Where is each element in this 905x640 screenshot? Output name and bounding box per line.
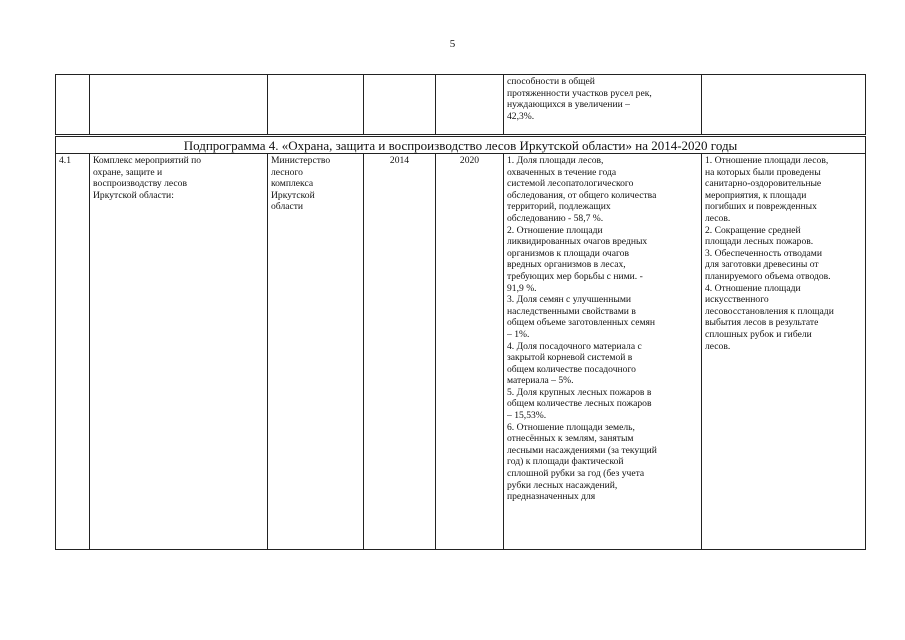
cont-end-cell	[436, 75, 504, 136]
indicator-line: 91,9 %.	[507, 282, 537, 294]
results-line: лесовосстановления к площади	[705, 305, 834, 317]
cont-results-cell	[702, 75, 866, 136]
indicator-line: организмов к площади очагов	[507, 247, 629, 259]
results-line: сплошных рубок и гибели	[705, 328, 812, 340]
cont-indicator-line: способности в общей	[507, 76, 595, 87]
cont-start-cell	[364, 75, 436, 136]
program-table	[55, 74, 866, 550]
indicator-line: наследственными свойствами в	[507, 305, 636, 317]
continuation-row	[56, 75, 866, 136]
indicator-line: предназначенных для	[507, 491, 596, 503]
executor-line: лесного	[271, 166, 303, 178]
cont-indicator-cell	[504, 75, 702, 136]
executor-line: Иркутской	[271, 189, 315, 201]
results-line: 2. Сокращение средней	[705, 224, 801, 236]
indicator-line: – 1%.	[507, 328, 530, 340]
executor-cell	[268, 154, 364, 550]
row-number: 4.1	[56, 154, 90, 550]
measure-line: Комплекс мероприятий по	[93, 155, 202, 166]
indicator-line: 1. Доля площади лесов,	[507, 155, 604, 166]
measure-cell	[90, 154, 268, 550]
indicator-line: 4. Доля посадочного материала с	[507, 340, 642, 352]
results-line: 4. Отношение площади	[705, 282, 801, 294]
measure-line: воспроизводству лесов	[93, 178, 187, 190]
indicator-line: сплошной рубки за год (без учета	[507, 468, 645, 480]
indicator-line: территорий, подлежащих	[507, 201, 611, 213]
indicator-line: лесными насаждениями (за текущий	[507, 444, 657, 456]
indicator-line: отнесённых к землям, занятым	[507, 433, 634, 445]
results-line: 3. Обеспеченность отводами	[705, 247, 822, 259]
indicator-line: 3. Доля семян с улучшенными	[507, 294, 632, 306]
results-line: санитарно-оздоровительные	[705, 178, 822, 190]
indicator-line: год) к площади фактической	[507, 456, 624, 468]
measure-line: Иркутской области:	[93, 189, 174, 201]
indicator-line: 2. Отношение площади	[507, 224, 603, 236]
executor-line: комплекса	[271, 178, 314, 190]
indicator-line: обследованию - 58,7 %.	[507, 212, 604, 224]
page-number: 5	[449, 38, 456, 50]
subprogram-title: Подпрограмма 4. «Охрана, защита и воспроизводство лесов Иркутской области» на 2014-2020 годы	[56, 136, 866, 154]
results-line: 1. Отношение площади лесов,	[705, 155, 829, 166]
results-line: выбытия лесов в результате	[705, 317, 819, 329]
cont-indicator-line: протяженности участков русел рек,	[507, 87, 652, 99]
cont-indicator-line: 42,3%.	[507, 110, 535, 122]
subprogram-row	[56, 136, 866, 154]
end-year: 2020	[436, 154, 504, 550]
indicator-line: охваченных в течение года	[507, 166, 617, 178]
start-year: 2014	[364, 154, 436, 550]
executor-line: Министерство	[271, 155, 331, 166]
results-line: мероприятия, к площади	[705, 189, 807, 201]
measure-row	[56, 154, 866, 550]
results-line: планируемого объема отводов.	[705, 270, 831, 282]
indicator-line: – 15,53%.	[507, 410, 547, 422]
indicator-line: ликвидированных очагов вредных	[507, 236, 648, 248]
results-line: лесов.	[705, 340, 731, 352]
cont-executor-cell	[268, 75, 364, 136]
indicator-line: общем количестве посадочного	[507, 363, 636, 375]
indicator-line: вредных организмов в лесах,	[507, 259, 626, 271]
indicator-line: общем объеме заготовленных семян	[507, 317, 656, 329]
measure-line: охране, защите и	[93, 166, 163, 178]
cont-measure-cell	[90, 75, 268, 136]
indicator-line: системой лесопатологического	[507, 178, 634, 190]
indicator-line: обследования, от общего количества	[507, 189, 657, 201]
cont-indicator-line: нуждающихся в увеличении –	[507, 99, 630, 111]
results-line: на которых были проведены	[705, 166, 821, 178]
results-line: искусственного	[705, 294, 769, 306]
indicator-line: закрытой корневой системой в	[507, 352, 633, 364]
results-line: для заготовки древесины от	[705, 259, 819, 271]
cont-number-cell	[56, 75, 90, 136]
results-line: погибших и поврежденных	[705, 201, 817, 213]
indicator-line: требующих мер борьбы с ними. -	[507, 270, 643, 282]
indicator-line: 5. Доля крупных лесных пожаров в	[507, 386, 652, 398]
indicator-line: 6. Отношение площади земель,	[507, 421, 635, 433]
results-line: лесов.	[705, 212, 731, 224]
indicator-cell	[504, 154, 702, 550]
results-line: площади лесных пожаров.	[705, 236, 814, 248]
indicator-line: рубки лесных насаждений,	[507, 479, 618, 491]
executor-line: области	[271, 201, 304, 213]
indicator-line: материала – 5%.	[507, 375, 574, 387]
indicator-line: общем количестве лесных пожаров	[507, 398, 652, 410]
results-cell	[702, 154, 866, 550]
